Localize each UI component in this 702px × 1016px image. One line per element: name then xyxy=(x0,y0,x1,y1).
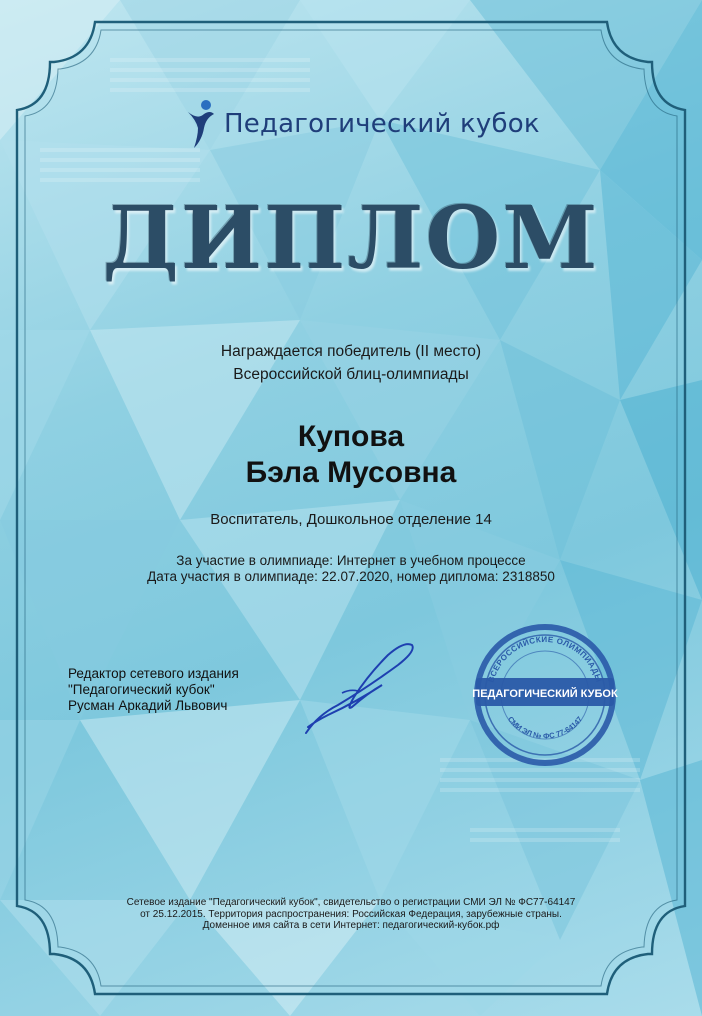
editor-line-3: Русман Аркадий Львович xyxy=(68,698,228,713)
footer-line-1: Сетевое издание "Педагогический кубок", свидетельство о регистрации СМИ ЭЛ № ФС77-64147 xyxy=(126,897,576,908)
award-line-1: Награждается победитель (II место) xyxy=(220,343,482,360)
editor-line-1: Редактор сетевого издания xyxy=(68,666,239,681)
person-logo-icon xyxy=(184,98,218,150)
logo-text: Педагогический кубок xyxy=(224,109,540,139)
official-stamp xyxy=(470,620,620,770)
footer-line-3: Доменное имя сайта в сети Интернет: педагогический-кубок.рф xyxy=(202,920,500,931)
recipient-position: Воспитатель, Дошкольное отделение 14 xyxy=(210,511,492,528)
svg-text:СМИ ЭЛ № ФС 77-64147 xyxy=(506,715,584,741)
participation-topic: За участие в олимпиаде: Интернет в учебном процессе xyxy=(176,553,526,568)
publisher-logo xyxy=(184,98,540,150)
recipient-name: Бэла Мусовна xyxy=(245,456,457,489)
stamp-top-text: СЕРОССИЙСКИЕ ОЛИМПИАД xyxy=(488,634,601,678)
stamp-banner: ПЕДАГОГИЧЕСКИЙ КУБОК xyxy=(472,688,618,700)
editor-line-2: "Педагогический кубок" xyxy=(68,682,215,697)
editor-block xyxy=(68,666,239,714)
participation-date-number: Дата участия в олимпиаде: 22.07.2020, номер диплома: 2318850 xyxy=(147,569,555,584)
footer-line-2: от 25.12.2015. Территория распространения: Российская Федерация, зарубежные страны. xyxy=(140,909,562,920)
recipient-surname: Купова xyxy=(297,420,405,453)
diploma-title: ДИПЛОМ xyxy=(102,188,600,289)
handwritten-signature xyxy=(298,635,428,745)
stamp-bottom-text: СМИ ЭЛ № ФС 77-64147 xyxy=(505,714,585,741)
award-line-2: Всероссийской блиц-олимпиады xyxy=(233,366,469,383)
